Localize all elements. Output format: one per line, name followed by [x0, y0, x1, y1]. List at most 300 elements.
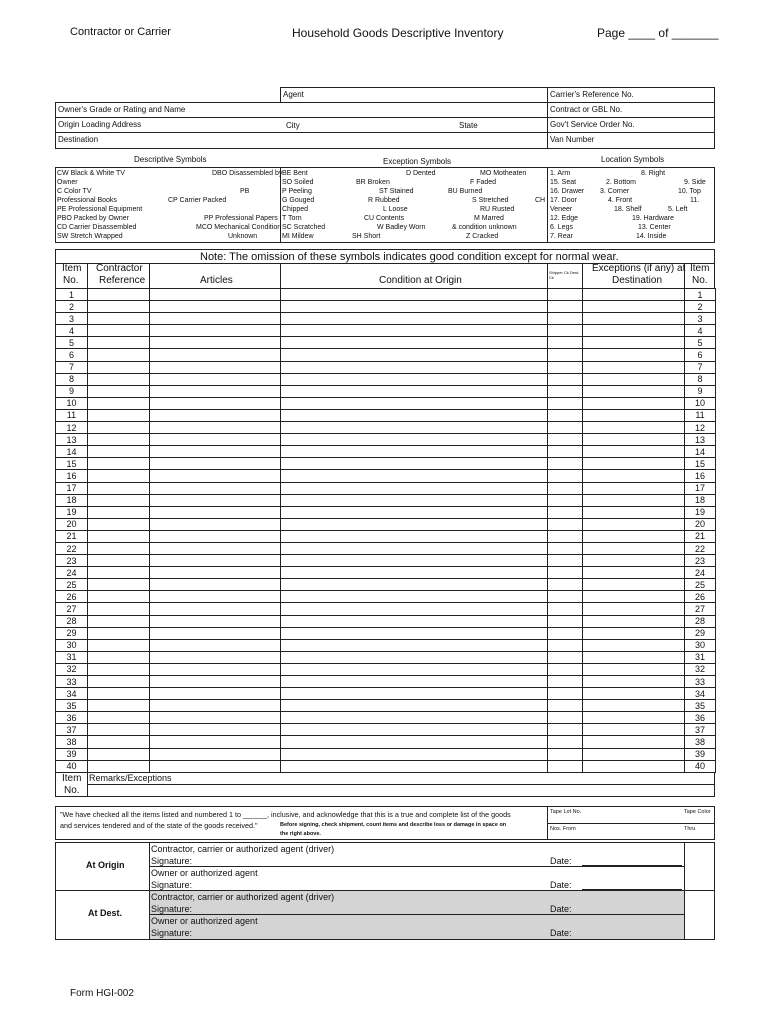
contractor-ref-cell[interactable] — [88, 434, 150, 446]
exception-cell[interactable] — [583, 385, 685, 397]
contractor-ref-cell[interactable] — [88, 700, 150, 712]
contractor-ref-cell[interactable] — [88, 385, 150, 397]
condition-cell[interactable] — [281, 434, 548, 446]
shipper-check-cell[interactable] — [548, 313, 583, 325]
gov-order-label: Gov't Service Order No. — [550, 120, 635, 129]
exception-cell[interactable] — [583, 506, 685, 518]
contractor-ref-cell[interactable] — [88, 555, 150, 567]
condition-cell[interactable] — [281, 397, 548, 409]
shipper-check-cell[interactable] — [548, 289, 583, 301]
shipper-check-cell[interactable] — [548, 397, 583, 409]
exception-cell[interactable] — [583, 736, 685, 748]
loc-seat: 15. Seat — [550, 179, 577, 186]
shipper-check-cell[interactable] — [548, 603, 583, 615]
item-number: 26 — [56, 591, 88, 603]
origin-address-label: Origin Loading Address — [58, 120, 142, 129]
exception-cell[interactable] — [583, 688, 685, 700]
table-row — [56, 494, 716, 506]
contractor-label: Contractor or Carrier — [70, 26, 171, 38]
contractor-ref-cell[interactable] — [88, 361, 150, 373]
table-row — [56, 603, 716, 615]
exception-cell[interactable] — [583, 724, 685, 736]
contract-field[interactable] — [547, 102, 715, 118]
item-number-right: 13 — [685, 434, 716, 446]
shipper-check-cell[interactable] — [548, 676, 583, 688]
form-title: Household Goods Descriptive Inventory — [292, 26, 504, 40]
contractor-ref-cell[interactable] — [88, 325, 150, 337]
item-number-right: 6 — [685, 349, 716, 361]
article-cell[interactable] — [150, 482, 281, 494]
condition-cell[interactable] — [281, 591, 548, 603]
condition-cell[interactable] — [281, 422, 548, 434]
article-cell[interactable] — [150, 724, 281, 736]
dest-contractor-signature[interactable]: Signature: — [151, 904, 193, 914]
article-cell[interactable] — [150, 663, 281, 675]
article-cell[interactable] — [150, 639, 281, 651]
item-number-right: 20 — [685, 518, 716, 530]
article-cell[interactable] — [150, 313, 281, 325]
article-cell[interactable] — [150, 494, 281, 506]
exception-cell[interactable] — [583, 458, 685, 470]
contractor-ref-cell[interactable] — [88, 627, 150, 639]
shipper-check-cell[interactable] — [548, 422, 583, 434]
shipper-check-cell[interactable] — [548, 760, 583, 772]
item-number: 38 — [56, 736, 88, 748]
condition-cell[interactable] — [281, 446, 548, 458]
symbol-ru: RU Rusted — [480, 206, 515, 213]
symbol-m: M Marred — [474, 215, 504, 222]
exception-cell[interactable] — [583, 470, 685, 482]
carrier-ref-field[interactable] — [547, 87, 715, 103]
exception-cell[interactable] — [583, 591, 685, 603]
article-cell[interactable] — [150, 325, 281, 337]
gov-order-field[interactable] — [547, 117, 715, 133]
loc-top: 10. Top — [678, 188, 701, 195]
agent-field[interactable] — [280, 87, 548, 103]
shipper-check-cell[interactable] — [548, 482, 583, 494]
condition-cell[interactable] — [281, 639, 548, 651]
at-origin-label: At Origin — [86, 860, 125, 870]
table-row — [56, 337, 716, 349]
item-number: 34 — [56, 688, 88, 700]
contractor-ref-cell[interactable] — [88, 301, 150, 313]
exception-cell[interactable] — [583, 651, 685, 663]
shipper-check-cell[interactable] — [548, 567, 583, 579]
condition-cell[interactable] — [281, 760, 548, 772]
location-symbols-title: Location Symbols — [601, 155, 665, 164]
exception-cell[interactable] — [583, 530, 685, 542]
contractor-ref-cell[interactable] — [88, 494, 150, 506]
dest-contractor-label: Contractor, carrier or authorized agent (driver) — [151, 892, 335, 902]
symbol-dbo: DBO Disassembled by — [212, 170, 283, 177]
contractor-ref-cell[interactable] — [88, 409, 150, 421]
item-number: 4 — [56, 325, 88, 337]
article-cell[interactable] — [150, 446, 281, 458]
shipper-check-cell[interactable] — [548, 700, 583, 712]
condition-cell[interactable] — [281, 736, 548, 748]
condition-cell[interactable] — [281, 615, 548, 627]
item-number-right: 16 — [685, 470, 716, 482]
item-number-right: 25 — [685, 579, 716, 591]
dest-owner-date[interactable]: Date: — [550, 928, 572, 938]
loc-inside: 14. Inside — [636, 233, 667, 240]
condition-cell[interactable] — [281, 361, 548, 373]
symbol-p: P Peeling — [282, 188, 312, 195]
shipper-check-cell[interactable] — [548, 434, 583, 446]
contract-label: Contract or GBL No. — [550, 105, 623, 114]
contractor-ref-cell[interactable] — [88, 518, 150, 530]
exception-cell[interactable] — [583, 482, 685, 494]
contractor-ref-cell[interactable] — [88, 542, 150, 554]
condition-cell[interactable] — [281, 494, 548, 506]
condition-cell[interactable] — [281, 603, 548, 615]
item-number-right: 30 — [685, 639, 716, 651]
condition-cell[interactable] — [281, 506, 548, 518]
symbol-bu: BU Burned — [448, 188, 483, 195]
shipper-check-cell[interactable] — [548, 494, 583, 506]
article-cell[interactable] — [150, 555, 281, 567]
item-number: 36 — [56, 712, 88, 724]
contractor-ref-cell[interactable] — [88, 579, 150, 591]
shipper-check-cell[interactable] — [548, 409, 583, 421]
symbol-sw: SW Stretch Wrapped — [57, 233, 123, 240]
article-cell[interactable] — [150, 385, 281, 397]
article-cell[interactable] — [150, 567, 281, 579]
condition-cell[interactable] — [281, 385, 548, 397]
exception-cell[interactable] — [583, 567, 685, 579]
col-divider — [87, 263, 88, 289]
shipper-check-cell[interactable] — [548, 591, 583, 603]
symbol-g: G Gouged — [282, 197, 315, 204]
symbol-f: F Faded — [470, 179, 497, 186]
condition-cell[interactable] — [281, 409, 548, 421]
article-cell[interactable] — [150, 289, 281, 301]
article-cell[interactable] — [150, 651, 281, 663]
article-cell[interactable] — [150, 627, 281, 639]
exception-cell[interactable] — [583, 712, 685, 724]
condition-cell[interactable] — [281, 337, 548, 349]
condition-cell[interactable] — [281, 325, 548, 337]
article-cell[interactable] — [150, 712, 281, 724]
symbol-books: Professional Books — [57, 197, 117, 204]
shipper-check-cell[interactable] — [548, 736, 583, 748]
tape-color-label: Tape Color — [684, 809, 711, 815]
article-cell[interactable] — [150, 470, 281, 482]
contractor-ref-cell[interactable] — [88, 603, 150, 615]
exception-cell[interactable] — [583, 325, 685, 337]
table-row — [56, 349, 716, 361]
item-number: 33 — [56, 676, 88, 688]
shipper-check-cell[interactable] — [548, 688, 583, 700]
item-number-right: 26 — [685, 591, 716, 603]
contractor-ref-cell[interactable] — [88, 748, 150, 760]
contractor-ref-cell[interactable] — [88, 712, 150, 724]
condition-cell[interactable] — [281, 712, 548, 724]
article-cell[interactable] — [150, 542, 281, 554]
condition-cell[interactable] — [281, 482, 548, 494]
article-cell[interactable] — [150, 700, 281, 712]
col-reference: Reference — [99, 275, 146, 286]
article-cell[interactable] — [150, 736, 281, 748]
article-cell[interactable] — [150, 301, 281, 313]
contractor-ref-cell[interactable] — [88, 422, 150, 434]
shipper-check-cell[interactable] — [548, 337, 583, 349]
article-cell[interactable] — [150, 361, 281, 373]
exception-cell[interactable] — [583, 555, 685, 567]
col-divider — [149, 263, 150, 289]
shipper-check-cell[interactable] — [548, 518, 583, 530]
origin-owner-signature[interactable]: Signature: — [151, 880, 193, 890]
condition-cell[interactable] — [281, 349, 548, 361]
exception-cell[interactable] — [583, 289, 685, 301]
exception-cell[interactable] — [583, 700, 685, 712]
shipper-check-cell[interactable] — [548, 325, 583, 337]
article-cell[interactable] — [150, 530, 281, 542]
table-row — [56, 482, 716, 494]
exception-cell[interactable] — [583, 748, 685, 760]
condition-cell[interactable] — [281, 567, 548, 579]
contractor-ref-cell[interactable] — [88, 651, 150, 663]
condition-cell[interactable] — [281, 748, 548, 760]
shipper-check-cell[interactable] — [548, 385, 583, 397]
exception-cell[interactable] — [583, 397, 685, 409]
condition-cell[interactable] — [281, 470, 548, 482]
contractor-ref-cell[interactable] — [88, 639, 150, 651]
article-cell[interactable] — [150, 603, 281, 615]
table-row — [56, 748, 716, 760]
condition-cell[interactable] — [281, 627, 548, 639]
form-number: Form HGI-002 — [70, 988, 134, 999]
contractor-ref-cell[interactable] — [88, 289, 150, 301]
exception-cell[interactable] — [583, 434, 685, 446]
contractor-ref-cell[interactable] — [88, 506, 150, 518]
exception-cell[interactable] — [583, 301, 685, 313]
condition-cell[interactable] — [281, 373, 548, 385]
origin-owner-date[interactable]: Date: — [550, 880, 572, 890]
contractor-ref-cell[interactable] — [88, 736, 150, 748]
exception-cell[interactable] — [583, 422, 685, 434]
shipper-check-cell[interactable] — [548, 301, 583, 313]
article-cell[interactable] — [150, 337, 281, 349]
contractor-ref-cell[interactable] — [88, 470, 150, 482]
condition-cell[interactable] — [281, 651, 548, 663]
article-cell[interactable] — [150, 434, 281, 446]
symbol-cw: CW Black & White TV — [57, 170, 125, 177]
shipper-check-cell[interactable] — [548, 361, 583, 373]
item-number: 5 — [56, 337, 88, 349]
exception-cell[interactable] — [583, 446, 685, 458]
col-exceptions: Exceptions (if any) at — [592, 263, 686, 274]
shipper-check-cell[interactable] — [548, 748, 583, 760]
contractor-ref-cell[interactable] — [88, 446, 150, 458]
contractor-ref-cell[interactable] — [88, 724, 150, 736]
remarks-no: No. — [64, 785, 80, 796]
exception-cell[interactable] — [583, 542, 685, 554]
article-cell[interactable] — [150, 676, 281, 688]
shipper-check-cell[interactable] — [548, 530, 583, 542]
condition-cell[interactable] — [281, 542, 548, 554]
condition-cell[interactable] — [281, 555, 548, 567]
condition-cell[interactable] — [281, 518, 548, 530]
exception-cell[interactable] — [583, 615, 685, 627]
condition-cell[interactable] — [281, 530, 548, 542]
condition-cell[interactable] — [281, 663, 548, 675]
contractor-ref-cell[interactable] — [88, 615, 150, 627]
symbol-l: L Loose — [383, 206, 408, 213]
exception-cell[interactable] — [583, 627, 685, 639]
article-cell[interactable] — [150, 349, 281, 361]
condition-cell[interactable] — [281, 458, 548, 470]
item-number: 16 — [56, 470, 88, 482]
symbol-c: C Color TV — [57, 188, 92, 195]
shipper-check-cell[interactable] — [548, 639, 583, 651]
article-cell[interactable] — [150, 422, 281, 434]
shipper-check-cell[interactable] — [548, 542, 583, 554]
nos-from-label: Nos. From — [550, 826, 576, 832]
contractor-ref-cell[interactable] — [88, 567, 150, 579]
item-number-right: 24 — [685, 567, 716, 579]
condition-cell[interactable] — [281, 579, 548, 591]
exception-cell[interactable] — [583, 373, 685, 385]
col-destination: Destination — [612, 275, 663, 286]
certification-line-2: and services tendered and of the state of the goods received." — [60, 821, 258, 830]
article-cell[interactable] — [150, 373, 281, 385]
contractor-ref-cell[interactable] — [88, 397, 150, 409]
condition-cell[interactable] — [281, 724, 548, 736]
exception-cell[interactable] — [583, 676, 685, 688]
item-number: 15 — [56, 458, 88, 470]
origin-contractor-signature[interactable]: Signature: — [151, 856, 193, 866]
shipper-check-cell[interactable] — [548, 627, 583, 639]
condition-cell[interactable] — [281, 289, 548, 301]
symbol-st: ST Stained — [379, 188, 414, 195]
item-number: 11 — [56, 409, 88, 421]
contractor-ref-cell[interactable] — [88, 530, 150, 542]
contractor-ref-cell[interactable] — [88, 349, 150, 361]
exception-cell[interactable] — [583, 313, 685, 325]
exception-cell[interactable] — [583, 361, 685, 373]
item-number: 37 — [56, 724, 88, 736]
symbol-chipped: Chipped — [282, 206, 309, 213]
contractor-ref-cell[interactable] — [88, 760, 150, 772]
table-row — [56, 736, 716, 748]
contractor-ref-cell[interactable] — [88, 482, 150, 494]
loc-right: 8. Right — [641, 170, 666, 177]
exception-cell[interactable] — [583, 337, 685, 349]
article-cell[interactable] — [150, 397, 281, 409]
shipper-check-cell[interactable] — [548, 663, 583, 675]
shipper-check-cell[interactable] — [548, 615, 583, 627]
item-number-right: 40 — [685, 760, 716, 772]
origin-contractor-date[interactable]: Date: — [550, 856, 572, 866]
exception-cell[interactable] — [583, 603, 685, 615]
article-cell[interactable] — [150, 748, 281, 760]
exception-cell[interactable] — [583, 349, 685, 361]
col-item-right: Item — [690, 263, 710, 274]
shipper-check-cell[interactable] — [548, 506, 583, 518]
date-line — [582, 889, 682, 890]
exception-cell[interactable] — [583, 760, 685, 772]
contractor-ref-cell[interactable] — [88, 337, 150, 349]
symbol-r: R Rubbed — [368, 197, 400, 204]
table-row — [56, 579, 716, 591]
shipper-check-cell[interactable] — [548, 651, 583, 663]
item-number-right: 7 — [685, 361, 716, 373]
table-row — [56, 688, 716, 700]
article-cell[interactable] — [150, 591, 281, 603]
symbol-pe: PE Professional Equipment — [57, 206, 143, 213]
contractor-ref-cell[interactable] — [88, 373, 150, 385]
exception-cell[interactable] — [583, 663, 685, 675]
shipper-check-cell[interactable] — [548, 458, 583, 470]
condition-cell[interactable] — [281, 688, 548, 700]
article-cell[interactable] — [150, 518, 281, 530]
shipper-check-cell[interactable] — [548, 724, 583, 736]
table-row — [56, 385, 716, 397]
contractor-ref-cell[interactable] — [88, 663, 150, 675]
item-number-right: 36 — [685, 712, 716, 724]
shipper-check-cell[interactable] — [548, 349, 583, 361]
exception-cell[interactable] — [583, 518, 685, 530]
contractor-ref-cell[interactable] — [88, 591, 150, 603]
dest-owner-signature[interactable]: Signature: — [151, 928, 193, 938]
col-no: No. — [63, 275, 79, 286]
exception-cell[interactable] — [583, 494, 685, 506]
article-cell[interactable] — [150, 688, 281, 700]
table-row — [56, 506, 716, 518]
location-list-1 — [550, 169, 584, 241]
shipper-check-cell[interactable] — [548, 446, 583, 458]
shipper-check-cell[interactable] — [548, 373, 583, 385]
condition-cell[interactable] — [281, 676, 548, 688]
condition-cell[interactable] — [281, 313, 548, 325]
exception-cell[interactable] — [583, 579, 685, 591]
shipper-check-cell[interactable] — [548, 579, 583, 591]
exception-cell[interactable] — [583, 639, 685, 651]
dest-contractor-date[interactable]: Date: — [550, 904, 572, 914]
shipper-check-cell[interactable] — [548, 712, 583, 724]
col-divider — [582, 263, 583, 289]
contractor-ref-cell[interactable] — [88, 676, 150, 688]
loc-veneer: Veneer — [550, 206, 573, 213]
condition-cell[interactable] — [281, 301, 548, 313]
van-number-field[interactable] — [547, 132, 715, 149]
contractor-ref-cell[interactable] — [88, 688, 150, 700]
article-cell[interactable] — [150, 615, 281, 627]
item-number-right: 4 — [685, 325, 716, 337]
table-row — [56, 627, 716, 639]
article-cell[interactable] — [150, 760, 281, 772]
table-row — [56, 542, 716, 554]
col-condition: Condition at Origin — [379, 275, 462, 286]
contractor-ref-cell[interactable] — [88, 458, 150, 470]
article-cell[interactable] — [150, 579, 281, 591]
owner-field[interactable] — [55, 102, 548, 118]
contractor-ref-cell[interactable] — [88, 313, 150, 325]
exception-cell[interactable] — [583, 409, 685, 421]
destination-field[interactable] — [55, 132, 548, 149]
shipper-check-cell[interactable] — [548, 470, 583, 482]
condition-cell[interactable] — [281, 700, 548, 712]
item-number-right: 39 — [685, 748, 716, 760]
shipper-check-cell[interactable] — [548, 555, 583, 567]
article-cell[interactable] — [150, 458, 281, 470]
agent-label: Agent — [283, 90, 304, 99]
article-cell[interactable] — [150, 506, 281, 518]
article-cell[interactable] — [150, 409, 281, 421]
item-number-right: 2 — [685, 301, 716, 313]
table-row — [56, 373, 716, 385]
